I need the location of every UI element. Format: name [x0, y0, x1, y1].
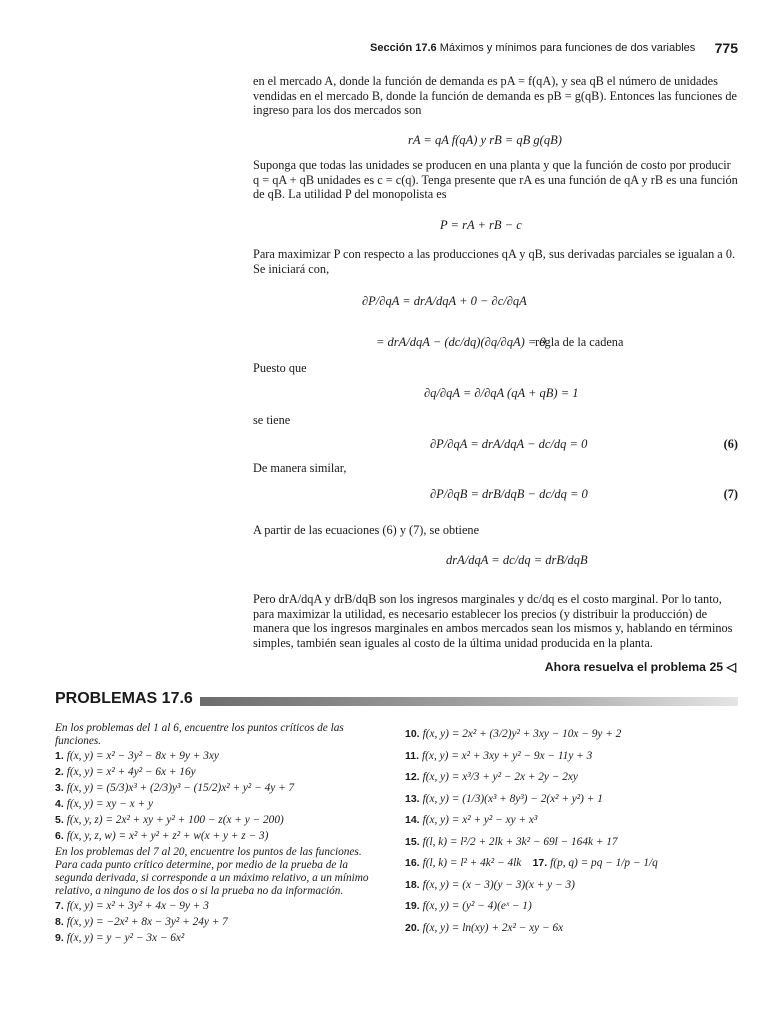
problem-item: 5. f(x, y, z) = 2x² + xy + y² + 100 − z(x + y − 200): [55, 814, 284, 826]
problem-item: 18. f(x, y) = (x − 3)(y − 3)(x + y − 3): [405, 878, 575, 891]
problem-item: 13. f(x, y) = (1/3)(x³ + 8y³) − 2(x² + y²) + 1: [405, 792, 603, 805]
equation-6: ∂P/∂qA = drA/dqA − dc/dq = 0: [430, 437, 588, 451]
paragraph-1: en el mercado A, donde la función de demanda es pA = f(qA), y sea qB el número de unidades vendidas en el mercado B, donde la función de demanda es pB = g(qB). Entonces las funciones de ingreso para los dos mercados son: [253, 74, 737, 117]
similarly-label: De manera similar,: [253, 461, 347, 475]
paragraph-3: Para maximizar P con respecto a las producciones qA y qB, sus derivadas parciales se igualan a 0. Se iniciará con,: [253, 247, 736, 276]
problem-item: 14. f(x, y) = x² + y² − xy + x³: [405, 814, 538, 826]
problem-item: 3. f(x, y) = (5/3)x³ + (2/3)y³ − (15/2)x² + y² − 4y + 7: [55, 782, 295, 794]
section-number: Sección 17.6: [370, 42, 437, 54]
problem-item: 9. f(x, y) = y − y² − 3x − 6x²: [55, 932, 185, 944]
problem-item: 1. f(x, y) = x² − 3y² − 8x + 9y + 3xy: [55, 750, 219, 762]
instructions-1-6: En los problemas del 1 al 6, encuentre los puntos críticos de las funciones.: [55, 722, 344, 747]
problem-item: 10. f(x, y) = 2x² + (3/2)y² + 3xy − 10x − 9y + 2: [405, 728, 622, 740]
problem-item: 12. f(x, y) = x³/3 + y² − 2x + 2y − 2xy: [405, 771, 578, 783]
equation-partial-p: ∂P/∂qA = drA/dqA + 0 − ∂c/∂qA: [362, 294, 527, 308]
running-header: [370, 42, 738, 60]
equation-7-number: (7): [723, 487, 738, 501]
paragraph-4: Pero drA/dqA y drB/dqB son los ingresos marginales y dc/dq es el costo marginal. Por lo tanto, para maximizar la utilidad, es necesario establecer los precios (y distribuir la producción) de manera que los ingresos marginales en ambos mercados sean los mismos y, hablando en términos simples, también sean iguales al costo de la última unidad producida en la planta.: [253, 592, 733, 650]
paragraph-2: Suponga que todas las unidades se producen en una planta y que la función de costo por producir q = qA + qB unidades es c = c(q). Tenga presente que rA es una función de qA y rB es una función de qB. La utilidad P del monopolista es: [253, 158, 738, 201]
we-have-label: se tiene: [253, 413, 291, 427]
problem-item: 16. f(l, k) = l² + 4k² − 4lk 17. f(p, q) = pq − 1/p − 1/q: [405, 857, 658, 869]
title-rule-bar: [200, 697, 738, 706]
equation-dq: ∂q/∂qA = ∂/∂qA (qA + qB) = 1: [424, 386, 579, 400]
equation-marginal: drA/dqA = dc/dq = drB/dqB: [446, 553, 588, 567]
problems-title: PROBLEMAS 17.6: [55, 690, 193, 707]
equation-7: ∂P/∂qB = drB/dqB − dc/dq = 0: [430, 487, 588, 501]
equation-revenue: rA = qA f(qA) y rB = qB g(qB): [408, 133, 562, 147]
problem-item: 7. f(x, y) = x² + 3y² + 4x − 9y + 3: [55, 900, 209, 912]
equation-chain: = drA/dqA − (dc/dq)(∂q/∂qA) = 0: [376, 335, 546, 349]
problem-item: 2. f(x, y) = x² + 4y² − 6x + 16y: [55, 766, 196, 778]
problem-item: 11. f(x, y) = x² + 3xy + y² − 9x − 11y + 3: [405, 749, 593, 762]
section-title: Máximos y mínimos para funciones de dos variables: [439, 42, 696, 54]
problem-item: 6. f(x, y, z, w) = x² + y² + z² + w(x + y + z − 3): [55, 830, 269, 842]
problems-right-column: [405, 728, 740, 943]
instructions-7-20: En los problemas del 7 al 20, encuentre los puntos de las funciones. Para cada punto crítico determine, por medio de la prueba de la segunda derivada, si corresponde a un máximo relativo, a un mínimo relativo, a ninguno de los dos o si la prueba no da información.: [55, 846, 369, 897]
problems-left-column: [55, 722, 385, 948]
page-number: 775: [714, 40, 738, 56]
problem-item: 4. f(x, y) = xy − x + y: [55, 798, 153, 810]
from-equations-label: A partir de las ecuaciones (6) y (7), se obtiene: [253, 523, 480, 537]
now-solve-prompt: Ahora resuelva el problema 25 ◁: [544, 660, 736, 674]
chain-rule-label: regla de la cadena: [535, 335, 624, 349]
equation-profit: P = rA + rB − c: [440, 218, 522, 232]
problem-item: 19. f(x, y) = (y² − 4)(eˣ − 1): [405, 900, 532, 912]
problem-item: 15. f(l, k) = l²/2 + 2lk + 3k² − 69l − 164k + 17: [405, 835, 618, 848]
since-label: Puesto que: [253, 361, 307, 375]
equation-6-number: (6): [723, 437, 738, 451]
problem-item: 8. f(x, y) = −2x² + 8x − 3y² + 24y + 7: [55, 916, 228, 928]
problem-item: 20. f(x, y) = ln(xy) + 2x² − xy − 6x: [405, 921, 564, 934]
